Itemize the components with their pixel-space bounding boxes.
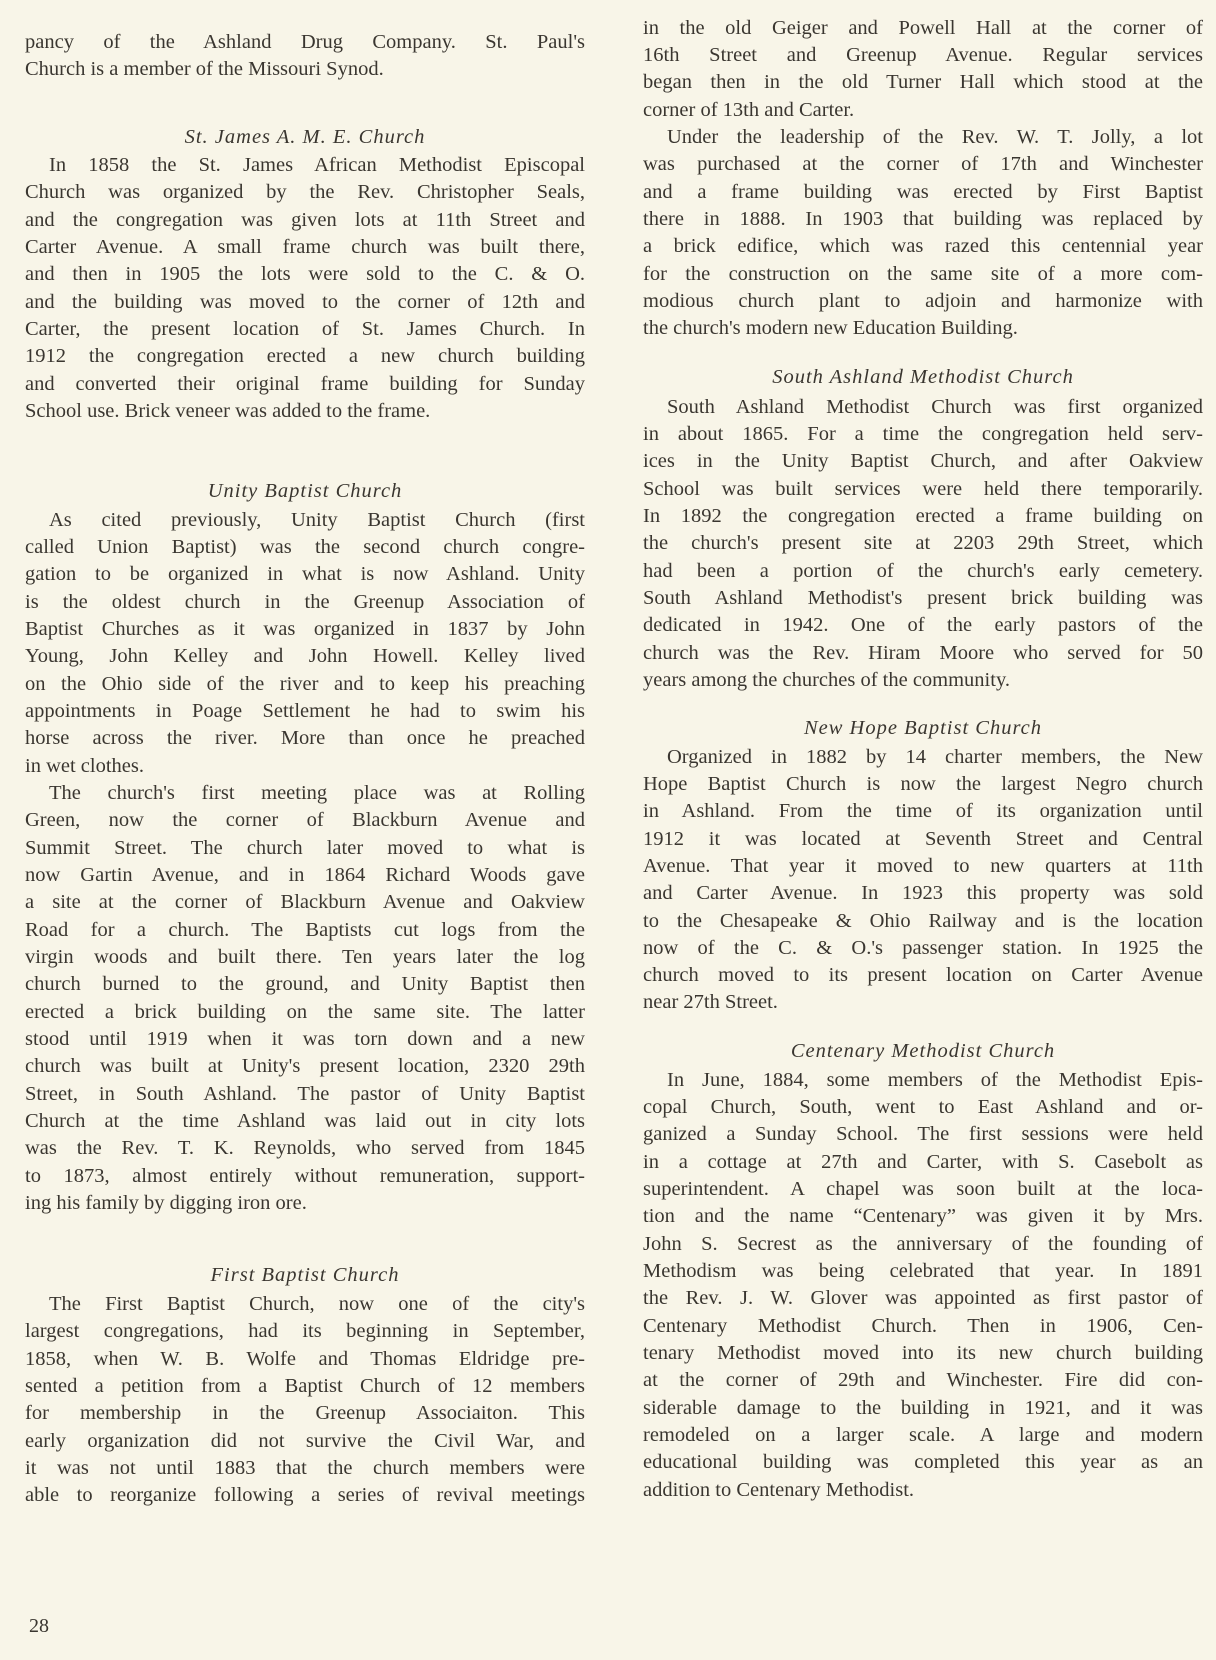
text-line: and then in 1905 the lots were sold to the C. & O. [25, 263, 585, 285]
text-line: a brick edifice, which was razed this centennial year [643, 235, 1203, 257]
text-line: superintendent. A chapel was soon built at the loca- [643, 1178, 1203, 1200]
section-heading: Centenary Methodist Church [790, 1040, 1056, 1062]
text-line: dedicated in 1942. One of the early pastors of the [643, 614, 1203, 636]
text-line: at the corner of 29th and Winchester. Fire did con- [643, 1369, 1203, 1391]
text-line: is the oldest church in the Greenup Association of [25, 591, 585, 613]
text-line: for the construction on the same site of a more com- [643, 263, 1203, 285]
text-line: siderable damage to the building in 1921, and it was [643, 1397, 1203, 1419]
text-line: gation to be organized in what is now Ashland. Unity [25, 563, 585, 585]
text-line: addition to Centenary Methodist. [643, 1479, 915, 1501]
text-line: stood until 1919 when it was torn down and a new [25, 1028, 585, 1050]
text-line: years among the churches of the community. [643, 669, 1010, 691]
paragraph-first-line: As cited previously, Unity Baptist Church (first [49, 509, 585, 531]
text-line: John S. Secrest as the anniversary of the founding of [643, 1233, 1203, 1255]
paragraph-first-line: Organized in 1882 by 14 charter members, the New [667, 746, 1203, 768]
text-line: Green, now the corner of Blackburn Avenue and [25, 809, 585, 831]
section-heading: St. James A. M. E. Church [184, 126, 426, 148]
text-line: In 1892 the congregation erected a frame building on [643, 505, 1203, 527]
section-heading: South Ashland Methodist Church [772, 366, 1074, 388]
text-line: Baptist Churches as it was organized in 1837 by John [25, 618, 585, 640]
text-line: horse across the river. More than once he preached [25, 727, 585, 749]
text-line: modious church plant to adjoin and harmonize with [643, 290, 1203, 312]
text-line: in wet clothes. [25, 755, 144, 777]
text-line: Road for a church. The Baptists cut logs from the [25, 919, 585, 941]
text-line: Carter, the present location of St. James Church. In [25, 318, 585, 340]
text-line: was purchased at the corner of 17th and Winchester [643, 153, 1203, 175]
text-line: Carter Avenue. A small frame church was built there, [25, 236, 585, 258]
text-line: 16th Street and Greenup Avenue. Regular services [643, 44, 1203, 66]
text-line: to 1873, almost entirely without remuneration, support- [25, 1165, 585, 1187]
text-line: now Gartin Avenue, and in 1864 Richard Woods gave [25, 864, 585, 886]
text-line: and Carter Avenue. In 1923 this property was sold [643, 882, 1203, 904]
text-line: to the Chesapeake & Ohio Railway and is the location [643, 910, 1203, 932]
text-line: Church is a member of the Missouri Synod. [25, 58, 384, 80]
text-line: the church's modern new Education Building. [643, 317, 1018, 339]
text-line: Church was organized by the Rev. Christopher Seals, [25, 181, 585, 203]
text-line: remodeled on a larger scale. A large and modern [643, 1424, 1203, 1446]
text-line: for membership in the Greenup Associaiton. This [25, 1402, 585, 1424]
text-line: Centenary Methodist Church. Then in 1906, Cen- [643, 1315, 1203, 1337]
text-line: Street, in South Ashland. The pastor of Unity Baptist [25, 1083, 585, 1105]
text-line: and the building was moved to the corner of 12th and [25, 291, 585, 313]
text-line: early organization did not survive the Civil War, and [25, 1430, 585, 1452]
text-line: 1858, when W. B. Wolfe and Thomas Eldridge pre- [25, 1348, 585, 1370]
text-line: appointments in Poage Settlement he had to swim his [25, 700, 585, 722]
text-line: church moved to its present location on Carter Avenue [643, 964, 1203, 986]
paragraph-first-line: In June, 1884, some members of the Methodist Epis- [667, 1069, 1203, 1091]
paragraph-first-line: The church's first meeting place was at Rolling [49, 782, 585, 804]
text-line: 1912 it was located at Seventh Street and Central [643, 828, 1203, 850]
text-line: able to reorganize following a series of revival meetings [25, 1484, 585, 1506]
text-line: Hope Baptist Church is now the largest Negro church [643, 773, 1203, 795]
text-line: in a cottage at 27th and Carter, with S. Casebolt as [643, 1151, 1203, 1173]
text-line: church was built at Unity's present location, 2320 29th [25, 1055, 585, 1077]
text-line: a site at the corner of Blackburn Avenue and Oakview [25, 891, 585, 913]
text-line: Church at the time Ashland was laid out in city lots [25, 1110, 585, 1132]
text-line: tenary Methodist moved into its new church building [643, 1342, 1203, 1364]
paragraph-first-line: South Ashland Methodist Church was first organized [667, 396, 1203, 418]
paragraph-first-line: Under the leadership of the Rev. W. T. Jolly, a lot [667, 126, 1203, 148]
text-line: in about 1865. For a time the congregation held serv- [643, 423, 1203, 445]
text-line: Summit Street. The church later moved to what is [25, 837, 585, 859]
text-line: South Ashland Methodist's present brick building was [643, 587, 1203, 609]
text-line: School use. Brick veneer was added to the frame. [25, 400, 431, 422]
text-line: church burned to the ground, and Unity Baptist then [25, 973, 585, 995]
paragraph-first-line: In 1858 the St. James African Methodist Episcopal [49, 154, 585, 176]
text-line: was the Rev. T. K. Reynolds, who served from 1845 [25, 1137, 585, 1159]
text-line: had been a portion of the church's early cemetery. [643, 560, 1203, 582]
text-line: in Ashland. From the time of its organization until [643, 800, 1203, 822]
text-line: began then in the old Turner Hall which stood at the [643, 71, 1203, 93]
section-heading: Unity Baptist Church [207, 480, 403, 502]
text-line: largest congregations, had its beginning in September, [25, 1320, 585, 1342]
text-line: called Union Baptist) was the second church congre- [25, 536, 585, 558]
text-line: the Rev. J. W. Glover was appointed as first pastor of [643, 1287, 1203, 1309]
text-line: it was not until 1883 that the church members were [25, 1457, 585, 1479]
text-line: now of the C. & O.'s passenger station. In 1925 the [643, 937, 1203, 959]
text-line: erected a brick building on the same site. The latter [25, 1001, 585, 1023]
text-line: in the old Geiger and Powell Hall at the corner of [643, 17, 1203, 39]
text-line: pancy of the Ashland Drug Company. St. Paul's [25, 31, 585, 53]
text-line: Young, John Kelley and John Howell. Kelley lived [25, 645, 585, 667]
text-line: ganized a Sunday School. The first sessions were held [643, 1123, 1203, 1145]
text-line: ices in the Unity Baptist Church, and after Oakview [643, 450, 1203, 472]
text-line: church was the Rev. Hiram Moore who served for 50 [643, 642, 1203, 664]
text-line: there in 1888. In 1903 that building was replaced by [643, 208, 1203, 230]
page-number: 28 [29, 1615, 49, 1637]
paragraph-first-line: The First Baptist Church, now one of the city's [49, 1293, 585, 1315]
section-heading: New Hope Baptist Church [803, 717, 1043, 739]
text-line: virgin woods and built there. Ten years later the log [25, 946, 585, 968]
text-line: Methodism was being celebrated that year. In 1891 [643, 1260, 1203, 1282]
text-line: near 27th Street. [643, 991, 778, 1013]
text-line: and a frame building was erected by First Baptist [643, 181, 1203, 203]
section-heading: First Baptist Church [210, 1264, 400, 1286]
text-line: Avenue. That year it moved to new quarters at 11th [643, 855, 1203, 877]
text-line: 1912 the congregation erected a new church building [25, 345, 585, 367]
text-line: tion and the name “Centenary” was given it by Mrs. [643, 1205, 1203, 1227]
text-line: and converted their original frame building for Sunday [25, 373, 585, 395]
text-line: ing his family by digging iron ore. [25, 1192, 307, 1214]
text-line: sented a petition from a Baptist Church of 12 members [25, 1375, 585, 1397]
text-line: and the congregation was given lots at 11th Street and [25, 209, 585, 231]
text-line: educational building was completed this year as an [643, 1451, 1203, 1473]
text-line: corner of 13th and Carter. [643, 99, 855, 121]
text-line: copal Church, South, went to East Ashland and or- [643, 1096, 1203, 1118]
text-line: School was built services were held there temporarily. [643, 478, 1203, 500]
text-line: the church's present site at 2203 29th Street, which [643, 532, 1203, 554]
text-line: on the Ohio side of the river and to keep his preaching [25, 673, 585, 695]
